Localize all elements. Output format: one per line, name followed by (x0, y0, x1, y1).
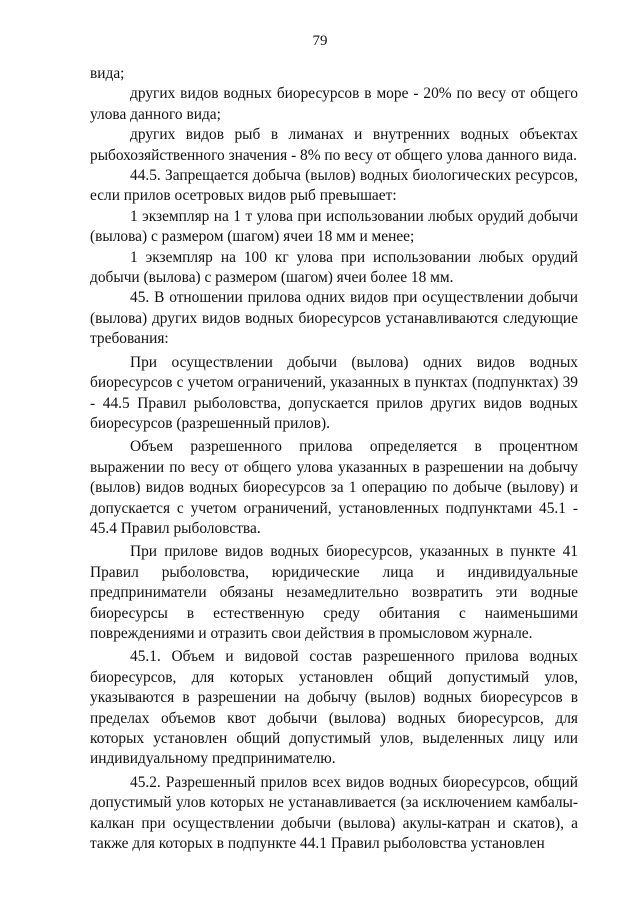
paragraph: 45.2. Разрешенный прилов всех видов водных биоресурсов, общий допустимый улов которых не устанавливается (за исключением камбалы-калкан при осуществлении добычи (вылова) акулы-катран и скатов), а также для которых в подпункте 44.1 Правил рыболовства установлен (90, 773, 578, 853)
paragraph: других видов водных биоресурсов в море - 20% по весу от общего улова данного вида; (90, 85, 578, 123)
paragraph: 1 экземпляр на 1 т улова при использовании любых орудий добычи (вылова) с размером (шагом) ячеи 18 мм и менее; (90, 207, 578, 246)
paragraph: При осуществлении добычи (вылова) одних видов водных биоресурсов с учетом ограничений, указанных в пунктах (подпунктах) 39 - 44.5 Правил рыболовства, допускается прилов других видов водных биоресурсов (разрешенный прилов). (90, 353, 578, 432)
paragraph: вида; (90, 65, 125, 82)
paragraph: 1 экземпляр на 100 кг улова при использовании любых орудий добычи (вылова) с размером (шагом) ячеи более 18 мм. (90, 248, 578, 287)
document-body (90, 64, 578, 854)
paragraph: 45.1. Объем и видовой состав разрешенного прилова водных биоресурсов, для которых установлен общий допустимый улов, указываются в разрешении на добычу (вылов) водных биоресурсов в пределах объемов квот добычи (вылова) водных биоресурсов, для которых установлен общий допустимый улов, выделенных лицу или индивидуальному предпринимателю. (90, 648, 578, 768)
paragraph: Объем разрешенного прилова определяется в процентном выражении по весу от общего улова указанных в разрешении на добычу (вылов) видов водных биоресурсов за 1 операцию по добыче (вылову) и допускается с учетом ограничений, установленных подпунктами 45.1 - 45.4 Правил рыболовства. (90, 438, 578, 537)
paragraph: 45. В отношении прилова одних видов при осуществлении добычи (вылова) других видов водных биоресурсов устанавливаются следующие требования: (90, 289, 578, 348)
paragraph: других видов рыб в лиманах и внутренних водных объектах рыбохозяйственного значения - 8% по весу от общего улова данного вида. (90, 126, 578, 164)
paragraph: 44.5. Запрещается добыча (вылов) водных биологических ресурсов, если прилов осетровых видов рыб превышает: (90, 167, 578, 205)
page-number: 79 (312, 33, 328, 49)
paragraph: При прилове видов водных биоресурсов, указанных в пункте 41 Правил рыболовства, юридические лица и индивидуальные предприниматели обязаны незамедлительно возвратить эти водные биоресурсы в естественную среду обитания с наименьшими повреждениями и отразить свои действия в промысловом журнале. (90, 543, 578, 642)
